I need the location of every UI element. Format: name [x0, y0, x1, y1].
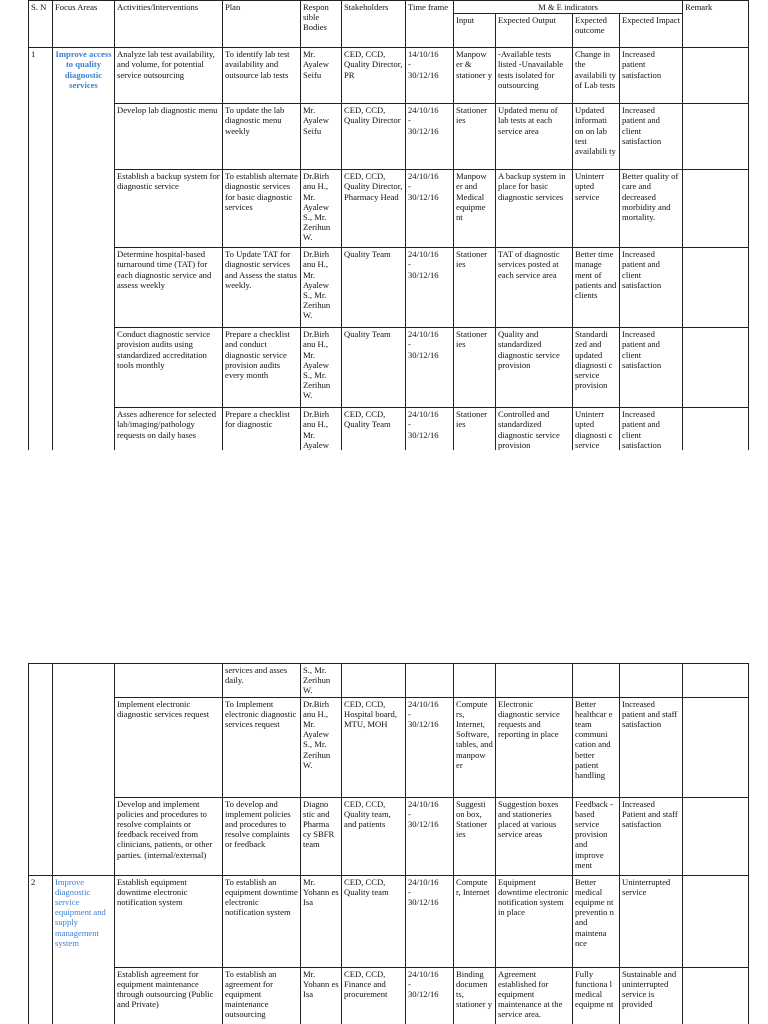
- remark-cell: [683, 664, 749, 698]
- time-frame-cell: 24/10/16 - 30/12/16: [406, 248, 454, 328]
- remark-cell: [683, 697, 749, 797]
- impact-cell: Uninterrupted service: [620, 875, 683, 967]
- output-cell: [496, 664, 573, 698]
- header-remark: Remark: [683, 1, 749, 48]
- responsible-cell: Mr. Yohann es Isa: [301, 967, 342, 1024]
- plan-cell: To establish an agreement for equipment maintenance outsourcing: [223, 967, 301, 1024]
- output-cell: Agreement established for equipment maintenance at the service area.: [496, 967, 573, 1024]
- remark-cell: [683, 797, 749, 875]
- stakeholders-cell: CED, CCD, Quality Director: [342, 104, 406, 170]
- input-cell: [454, 664, 496, 698]
- responsible-cell: Dr.Birh anu H., Mr. Ayalew S., Mr. Zerihun W.: [301, 328, 342, 408]
- outcome-cell: Uninterr upted diagnosti c service: [573, 408, 620, 450]
- responsible-cell: Dr.Birh anu H., Mr. Ayalew S., Mr. Zerihun W.: [301, 248, 342, 328]
- header-focus: Focus Areas: [53, 1, 115, 48]
- stakeholders-cell: CED, CCD, Quality Director, PR: [342, 48, 406, 104]
- input-cell: Manpow er & stationer y: [454, 48, 496, 104]
- plan-cell: Prepare a checklist and conduct diagnostic service provision audits every month: [223, 328, 301, 408]
- input-cell: Binding documen ts, stationer y: [454, 967, 496, 1024]
- remark-cell: [683, 408, 749, 450]
- header-plan: Plan: [223, 1, 301, 48]
- impact-cell: Increased Patient and staff satisfaction: [620, 797, 683, 875]
- header-output: Expected Output: [496, 14, 573, 48]
- remark-cell: [683, 104, 749, 170]
- activity-cell: Conduct diagnostic service provision audits using standardized accreditation tools monthly: [115, 328, 223, 408]
- header-me-indicators: M & E indicators: [454, 1, 683, 14]
- header-input: Input: [454, 14, 496, 48]
- responsible-cell: Mr. Ayalew Seifu: [301, 48, 342, 104]
- output-cell: Updated menu of lab tests at each service area: [496, 104, 573, 170]
- table-row: [29, 248, 749, 328]
- plan-cell: To develop and implement policies and procedures to resolve complaints or feedback: [223, 797, 301, 875]
- output-cell: Controlled and standardized diagnostic service provision: [496, 408, 573, 450]
- impact-cell: Better quality of care and decreased morbidity and mortality.: [620, 170, 683, 248]
- stakeholders-cell: CED, CCD, Quality team, and patients: [342, 797, 406, 875]
- input-cell: Stationer ies: [454, 104, 496, 170]
- activity-cell: Establish a backup system for diagnostic service: [115, 170, 223, 248]
- activity-cell: Determine hospital-based turnaround time (TAT) for each diagnostic service and assess weekly: [115, 248, 223, 328]
- remark-cell: [683, 248, 749, 328]
- sn-cell: 2: [29, 875, 53, 1024]
- time-frame-cell: [406, 664, 454, 698]
- header-sn: S. N: [29, 1, 53, 48]
- impact-cell: Increased patient and client satisfaction: [620, 248, 683, 328]
- remark-cell: [683, 328, 749, 408]
- plan-cell: To Update TAT for diagnostic services and Assess the status weekly.: [223, 248, 301, 328]
- output-cell: Equipment downtime electronic notification system in place: [496, 875, 573, 967]
- stakeholders-cell: CED, CCD, Quality team: [342, 875, 406, 967]
- remark-cell: [683, 875, 749, 967]
- plan-cell: To update the lab diagnostic menu weekly: [223, 104, 301, 170]
- outcome-cell: Standardi zed and updated diagnosti c service provision: [573, 328, 620, 408]
- outcome-cell: Uninterr upted service: [573, 170, 620, 248]
- time-frame-cell: 24/10/16 - 30/12/16: [406, 408, 454, 450]
- time-frame-cell: 14/10/16 - 30/12/16: [406, 48, 454, 104]
- table-row: [29, 104, 749, 170]
- time-frame-cell: 24/10/16 - 30/12/16: [406, 697, 454, 797]
- activity-cell: Establish equipment downtime electronic notification system: [115, 875, 223, 967]
- impact-cell: [620, 664, 683, 698]
- header-row-top: [29, 1, 749, 14]
- activity-cell: [115, 664, 223, 698]
- activity-cell: Develop lab diagnostic menu: [115, 104, 223, 170]
- outcome-cell: Better medical equipme nt preventio n and maintena nce: [573, 875, 620, 967]
- stakeholders-cell: Quality Team: [342, 328, 406, 408]
- table-row: [29, 170, 749, 248]
- input-cell: Suggesti on box, Stationer ies: [454, 797, 496, 875]
- impact-cell: Increased patient and client satisfaction: [620, 328, 683, 408]
- time-frame-cell: 24/10/16 - 30/12/16: [406, 875, 454, 967]
- stakeholders-cell: CED, CCD, Quality Team: [342, 408, 406, 450]
- stakeholders-cell: CED, CCD, Quality Director, Pharmacy Head: [342, 170, 406, 248]
- responsible-cell: Dr.Birh anu H., Mr. Ayalew: [301, 408, 342, 450]
- time-frame-cell: 24/10/16 - 30/12/16: [406, 170, 454, 248]
- outcome-cell: Updated informati on on lab test availabili ty: [573, 104, 620, 170]
- sn-cell: [29, 664, 53, 876]
- impact-cell: Increased patient and client satisfaction: [620, 408, 683, 450]
- responsible-cell: Dr.Birh anu H., Mr. Ayalew S., Mr. Zerihun W.: [301, 170, 342, 248]
- plan-cell: To establish alternate diagnostic services for basic diagnostic services: [223, 170, 301, 248]
- outcome-cell: Better time manage ment of patients and clients: [573, 248, 620, 328]
- header-outcome: Expected outcome: [573, 14, 620, 48]
- outcome-cell: Change in the availabili ty of Lab tests: [573, 48, 620, 104]
- outcome-cell: Better healthcar e team communi cation and better patient handling: [573, 697, 620, 797]
- outcome-cell: Fully functiona l medical equipme nt: [573, 967, 620, 1024]
- output-cell: A backup system in place for basic diagnostic services: [496, 170, 573, 248]
- plan-cell: To identify lab test availability and outsource lab tests: [223, 48, 301, 104]
- plan-cell: To Implement electronic diagnostic services request: [223, 697, 301, 797]
- header-activities: Activities/Interventions: [115, 1, 223, 48]
- header-impact: Expected Impact: [620, 14, 683, 48]
- table-row: [29, 48, 749, 104]
- time-frame-cell: 24/10/16 - 30/12/16: [406, 797, 454, 875]
- outcome-cell: [573, 664, 620, 698]
- table-row: [29, 408, 749, 450]
- remark-cell: [683, 48, 749, 104]
- remark-cell: [683, 967, 749, 1024]
- plan-table-page-2: [28, 663, 749, 1024]
- header-stakeholders: Stakeholders: [342, 1, 406, 48]
- input-cell: Compute rs, Internet, Software, tables, and manpow er: [454, 697, 496, 797]
- stakeholders-cell: [342, 664, 406, 698]
- output-cell: TAT of diagnostic services posted at each service area: [496, 248, 573, 328]
- time-frame-cell: 24/10/16 - 30/12/16: [406, 104, 454, 170]
- focus-area-cell: Improve diagnostic service equipment and supply management system: [53, 875, 115, 1024]
- output-cell: Quality and standardized diagnostic service provision: [496, 328, 573, 408]
- impact-cell: Sustainable and uninterrupted service is provided: [620, 967, 683, 1024]
- impact-cell: Increased patient satisfaction: [620, 48, 683, 104]
- stakeholders-cell: Quality Team: [342, 248, 406, 328]
- focus-area-cell: Improve access to quality diagnostic services: [53, 48, 115, 450]
- sn-cell: 1: [29, 48, 53, 450]
- header-responsible: Respon sible Bodies: [301, 1, 342, 48]
- header-time: Time frame: [406, 1, 454, 48]
- output-cell: Electronic diagnostic service requests and reporting in place: [496, 697, 573, 797]
- responsible-cell: Mr. Yohann es Isa: [301, 875, 342, 967]
- activity-cell: Analyze lab test availability, and volume, for potential service outsourcing: [115, 48, 223, 104]
- page-2: [0, 663, 768, 1024]
- responsible-cell: S., Mr. Zerihun W.: [301, 664, 342, 698]
- table-row: [29, 697, 749, 797]
- activity-cell: Implement electronic diagnostic services request: [115, 697, 223, 797]
- input-cell: Stationer ies: [454, 408, 496, 450]
- output-cell: -Available tests listed -Unavailable tests isolated for outsourcing: [496, 48, 573, 104]
- impact-cell: Increased patient and staff satisfaction: [620, 697, 683, 797]
- table-row: [29, 328, 749, 408]
- focus-area-cell: [53, 664, 115, 876]
- outcome-cell: Feedback -based service provision and improve ment: [573, 797, 620, 875]
- activity-cell: Establish agreement for equipment maintenance through outsourcing (Public and Private): [115, 967, 223, 1024]
- input-cell: Stationer ies: [454, 328, 496, 408]
- activity-cell: Asses adherence for selected lab/imaging/pathology requests on daily bases: [115, 408, 223, 450]
- impact-cell: Increased patient and client satisfaction: [620, 104, 683, 170]
- table-row: [29, 967, 749, 1024]
- responsible-cell: Mr. Ayalew Seifu: [301, 104, 342, 170]
- plan-cell: Prepare a checklist for diagnostic: [223, 408, 301, 450]
- plan-cell: services and asses daily.: [223, 664, 301, 698]
- responsible-cell: Diagno stic and Pharma cy SBFR team: [301, 797, 342, 875]
- input-cell: Manpow er and Medical equipme nt: [454, 170, 496, 248]
- stakeholders-cell: CED, CCD, Hospital board, MTU, MOH: [342, 697, 406, 797]
- activity-cell: Develop and implement policies and procedures to resolve complaints or feedback received from clinicians, patients, or other parties. (internal/external): [115, 797, 223, 875]
- table-row: [29, 797, 749, 875]
- table-row: [29, 875, 749, 967]
- time-frame-cell: 24/10/16 - 30/12/16: [406, 967, 454, 1024]
- page-1: [0, 0, 768, 450]
- plan-table-page-1: [28, 0, 749, 450]
- time-frame-cell: 24/10/16 - 30/12/16: [406, 328, 454, 408]
- stakeholders-cell: CED, CCD, Finance and procurement: [342, 967, 406, 1024]
- remark-cell: [683, 170, 749, 248]
- table-row: [29, 664, 749, 698]
- plan-cell: To establish an equipment downtime electronic notification system: [223, 875, 301, 967]
- input-cell: Compute r, Internet: [454, 875, 496, 967]
- responsible-cell: Dr.Birh anu H., Mr. Ayalew S., Mr. Zerihun W.: [301, 697, 342, 797]
- output-cell: Suggestion boxes and stationeries placed at various service areas: [496, 797, 573, 875]
- input-cell: Stationer ies: [454, 248, 496, 328]
